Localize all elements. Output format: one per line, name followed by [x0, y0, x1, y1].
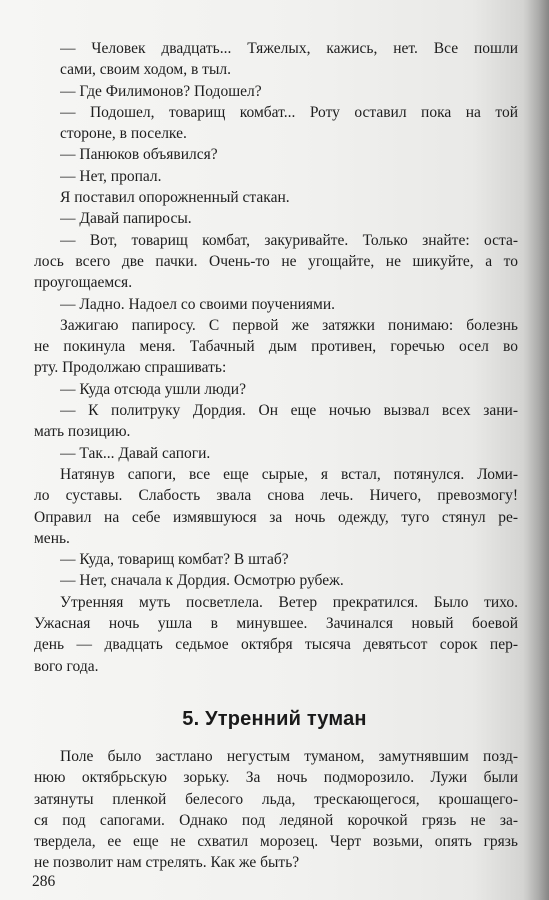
text-line: Оправил на себе измявшуюся за ночь одежду, туго стянул ре- [34, 508, 518, 526]
text-line: сами, своим ходом, в тыл. [60, 61, 231, 79]
text-line: — Человек двадцать... Тяжелых, кажись, нет. Все пошли [60, 40, 518, 57]
text-line: проугощаемся. [34, 274, 133, 292]
text-line: мать позицию. [34, 423, 131, 441]
page-gutter-shadow [523, 0, 549, 900]
text-line: Я поставил опорожненный стакан. [60, 189, 290, 207]
text-line: Поле было застлано негустым туманом, замутнявшим позд- [60, 748, 518, 765]
chapter-text-block [34, 746, 518, 874]
text-line: — Ладно. Надоел со своими поучениями. [60, 295, 336, 313]
text-line: вого года. [34, 657, 99, 675]
text-line: — Панюков объявился? [60, 146, 218, 164]
text-line: нюю октябрьскую зорьку. За ночь подморозило. Лужи были [34, 769, 518, 787]
text-line: — К политруку Дордия. Он еще ночью вызвал всех зани- [60, 402, 518, 420]
text-line: Натянув сапоги, все еще сырые, я встал, потянулся. Ломи- [60, 465, 518, 483]
text-line: рту. Продолжаю спрашивать: [34, 359, 227, 377]
text-line: — Куда отсюда ушли люди? [60, 380, 246, 398]
text-line: — Подошел, товарищ комбат... Роту оставил пока на той [60, 103, 518, 121]
chapter-heading: 5. Утренний туман [182, 708, 367, 730]
page-number: 286 [32, 873, 56, 890]
text-line: — Так... Давай сапоги. [60, 444, 211, 462]
text-line: Зажигаю папиросу. С первой же затяжки понимаю: болезнь [60, 316, 518, 334]
text-line: — Где Филимонов? Подошел? [60, 82, 262, 100]
text-line: мень. [34, 529, 70, 547]
text-line: стороне, в поселке. [60, 125, 187, 143]
text-line: твердела, ее еще не схватил морозец. Черт возьми, опять грязь [34, 833, 518, 851]
text-line: — Давай папиросы. [60, 210, 192, 228]
dialogue-text-block [34, 38, 518, 677]
text-line: ся под сапогами. Однако под ледяной корочкой грязь не за- [34, 811, 518, 829]
text-line: не покинула меня. Табачный дым противен, горечью осел во [34, 338, 518, 356]
text-line: — Куда, товарищ комбат? В штаб? [60, 551, 289, 569]
text-line: — Нет, сначала к Дордия. Осмотрю рубеж. [60, 572, 344, 590]
text-line: день — двадцать седьмое октября тысяча девятьсот сорок пер- [34, 636, 518, 654]
text-line: ло суставы. Слабость звала снова лечь. Ничего, превозмогу! [34, 487, 518, 505]
chapter-heading-container [0, 708, 549, 731]
text-line: Ужасная ночь ушла в минувшее. Зачинался новый боевой [34, 615, 518, 633]
text-line: затянуты пленкой белесого льда, трескающегося, крошащего- [34, 790, 518, 808]
text-line: не позволит нам стрелять. Как же быть? [34, 854, 300, 872]
text-line: лось всего две пачки. Очень-то не угощайте, не шикуйте, а то [34, 252, 518, 270]
text-line: Утренняя муть посветлела. Ветер прекратился. Было тихо. [60, 593, 518, 611]
text-line: — Нет, пропал. [60, 167, 162, 185]
text-line: — Вот, товарищ комбат, закуривайте. Только знайте: оста- [60, 231, 518, 249]
